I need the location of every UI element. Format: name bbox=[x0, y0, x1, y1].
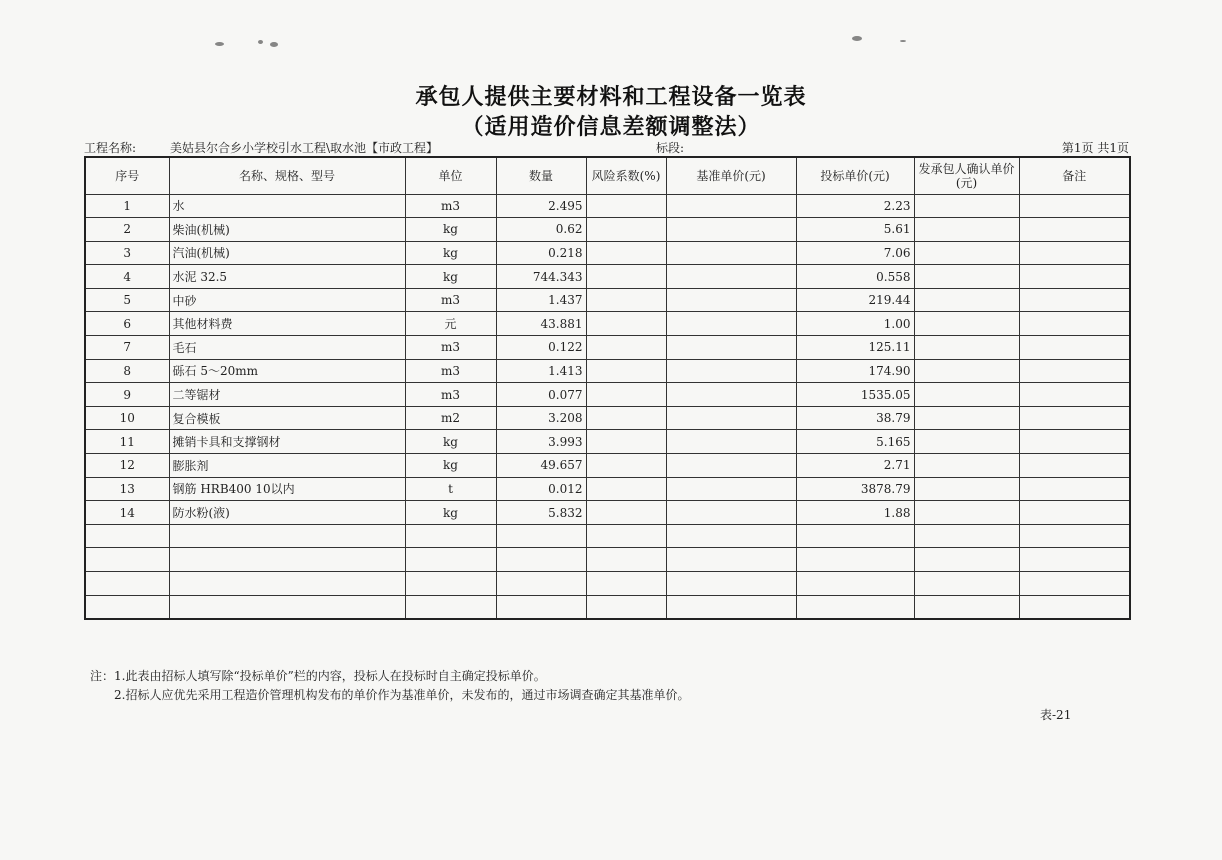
cell-remark bbox=[1019, 477, 1130, 501]
cell-base-price bbox=[666, 430, 796, 454]
cell-unit: 元 bbox=[405, 312, 496, 336]
cell-bid-price bbox=[796, 524, 914, 548]
cell-unit: m3 bbox=[405, 288, 496, 312]
cell-qty: 1.437 bbox=[496, 288, 586, 312]
cell-risk bbox=[586, 265, 666, 289]
cell-seq: 7 bbox=[85, 336, 169, 360]
header-seq: 序号 bbox=[85, 157, 169, 194]
cell-bid-price: 2.71 bbox=[796, 454, 914, 478]
cell-name: 膨胀剂 bbox=[169, 454, 405, 478]
cell-unit bbox=[405, 524, 496, 548]
cell-bid-price: 7.06 bbox=[796, 241, 914, 265]
cell-employer-price bbox=[914, 265, 1019, 289]
notes bbox=[90, 667, 689, 705]
project-name: 美姑县尔合乡小学校引水工程\取水池【市政工程】 bbox=[170, 141, 439, 155]
cell-seq: 9 bbox=[85, 383, 169, 407]
cell-unit: kg bbox=[405, 265, 496, 289]
cell-seq: 1 bbox=[85, 194, 169, 218]
cell-employer-price bbox=[914, 336, 1019, 360]
cell-risk bbox=[586, 501, 666, 525]
cell-remark bbox=[1019, 194, 1130, 218]
cell-bid-price: 1.00 bbox=[796, 312, 914, 336]
cell-remark bbox=[1019, 312, 1130, 336]
cell-bid-price: 2.23 bbox=[796, 194, 914, 218]
cell-employer-price bbox=[914, 218, 1019, 242]
scan-speck bbox=[900, 40, 906, 42]
cell-qty: 0.62 bbox=[496, 218, 586, 242]
cell-remark bbox=[1019, 265, 1130, 289]
cell-employer-price bbox=[914, 194, 1019, 218]
form-number: 表-21 bbox=[1040, 708, 1072, 722]
table-row bbox=[85, 241, 1130, 265]
cell-qty: 5.832 bbox=[496, 501, 586, 525]
cell-name: 摊销卡具和支撑钢材 bbox=[169, 430, 405, 454]
table-row bbox=[85, 336, 1130, 360]
cell-base-price bbox=[666, 406, 796, 430]
cell-unit: kg bbox=[405, 501, 496, 525]
cell-seq: 3 bbox=[85, 241, 169, 265]
cell-qty: 1.413 bbox=[496, 359, 586, 383]
cell-base-price bbox=[666, 501, 796, 525]
cell-employer-price bbox=[914, 359, 1019, 383]
table-row bbox=[85, 312, 1130, 336]
cell-unit: m2 bbox=[405, 406, 496, 430]
cell-name: 砾石 5～20mm bbox=[169, 359, 405, 383]
cell-qty bbox=[496, 572, 586, 596]
cell-seq: 5 bbox=[85, 288, 169, 312]
cell-unit: t bbox=[405, 477, 496, 501]
cell-remark bbox=[1019, 501, 1130, 525]
cell-employer-price bbox=[914, 595, 1019, 619]
cell-seq: 8 bbox=[85, 359, 169, 383]
cell-risk bbox=[586, 572, 666, 596]
cell-unit bbox=[405, 572, 496, 596]
cell-name: 汽油(机械) bbox=[169, 241, 405, 265]
cell-unit: m3 bbox=[405, 194, 496, 218]
header-name: 名称、规格、型号 bbox=[169, 157, 405, 194]
cell-employer-price bbox=[914, 477, 1019, 501]
cell-name: 复合模板 bbox=[169, 406, 405, 430]
cell-risk bbox=[586, 477, 666, 501]
cell-base-price bbox=[666, 312, 796, 336]
cell-unit: kg bbox=[405, 430, 496, 454]
cell-remark bbox=[1019, 241, 1130, 265]
cell-seq bbox=[85, 524, 169, 548]
scan-speck bbox=[258, 40, 263, 44]
cell-employer-price bbox=[914, 288, 1019, 312]
cell-employer-price bbox=[914, 572, 1019, 596]
cell-unit bbox=[405, 595, 496, 619]
cell-qty: 43.881 bbox=[496, 312, 586, 336]
cell-employer-price bbox=[914, 524, 1019, 548]
cell-remark bbox=[1019, 218, 1130, 242]
table-row bbox=[85, 501, 1130, 525]
cell-qty bbox=[496, 548, 586, 572]
cell-name: 水 bbox=[169, 194, 405, 218]
cell-employer-price bbox=[914, 454, 1019, 478]
table-body bbox=[85, 194, 1130, 619]
cell-bid-price: 0.558 bbox=[796, 265, 914, 289]
cell-qty: 744.343 bbox=[496, 265, 586, 289]
table-row bbox=[85, 288, 1130, 312]
cell-qty: 3.208 bbox=[496, 406, 586, 430]
cell-risk bbox=[586, 218, 666, 242]
cell-base-price bbox=[666, 477, 796, 501]
header-employer-price: 发承包人确认单价(元) bbox=[914, 157, 1019, 194]
cell-base-price bbox=[666, 548, 796, 572]
cell-employer-price bbox=[914, 501, 1019, 525]
note-1: 注：1.此表由招标人填写除“投标单价”栏的内容，投标人在投标时自主确定投标单价。 bbox=[90, 669, 546, 683]
document-title: 承包人提供主要材料和工程设备一览表 bbox=[415, 84, 807, 110]
cell-base-price bbox=[666, 454, 796, 478]
cell-qty: 0.218 bbox=[496, 241, 586, 265]
cell-unit: m3 bbox=[405, 383, 496, 407]
cell-seq bbox=[85, 572, 169, 596]
scan-speck bbox=[215, 42, 224, 46]
table-row bbox=[85, 595, 1130, 619]
cell-seq: 6 bbox=[85, 312, 169, 336]
cell-remark bbox=[1019, 572, 1130, 596]
cell-bid-price bbox=[796, 572, 914, 596]
materials-table bbox=[84, 156, 1131, 620]
cell-bid-price: 1.88 bbox=[796, 501, 914, 525]
table-row bbox=[85, 218, 1130, 242]
table-row bbox=[85, 194, 1130, 218]
table-row bbox=[85, 548, 1130, 572]
cell-risk bbox=[586, 454, 666, 478]
cell-bid-price: 1535.05 bbox=[796, 383, 914, 407]
cell-seq: 10 bbox=[85, 406, 169, 430]
cell-qty: 0.012 bbox=[496, 477, 586, 501]
cell-qty: 2.495 bbox=[496, 194, 586, 218]
cell-base-price bbox=[666, 572, 796, 596]
cell-name: 防水粉(液) bbox=[169, 501, 405, 525]
cell-name: 水泥 32.5 bbox=[169, 265, 405, 289]
cell-risk bbox=[586, 548, 666, 572]
table-row bbox=[85, 454, 1130, 478]
cell-base-price bbox=[666, 383, 796, 407]
header-remark: 备注 bbox=[1019, 157, 1130, 194]
cell-risk bbox=[586, 194, 666, 218]
note-2: 2.招标人应优先采用工程造价管理机构发布的单价作为基准单价，未发布的，通过市场调查确定其基准单价。 bbox=[114, 688, 690, 702]
scan-speck bbox=[852, 36, 862, 41]
cell-risk bbox=[586, 524, 666, 548]
cell-unit: m3 bbox=[405, 336, 496, 360]
cell-employer-price bbox=[914, 312, 1019, 336]
cell-unit: kg bbox=[405, 454, 496, 478]
section-label: 标段: bbox=[656, 141, 685, 155]
cell-employer-price bbox=[914, 406, 1019, 430]
cell-seq: 2 bbox=[85, 218, 169, 242]
cell-name: 柴油(机械) bbox=[169, 218, 405, 242]
header-bid-price: 投标单价(元) bbox=[796, 157, 914, 194]
page-info: 第1页 共1页 bbox=[1061, 141, 1129, 155]
table-row bbox=[85, 359, 1130, 383]
cell-risk bbox=[586, 383, 666, 407]
cell-unit: m3 bbox=[405, 359, 496, 383]
cell-name: 钢筋 HRB400 10以内 bbox=[169, 477, 405, 501]
cell-unit bbox=[405, 548, 496, 572]
header-base-price: 基准单价(元) bbox=[666, 157, 796, 194]
cell-name bbox=[169, 548, 405, 572]
cell-remark bbox=[1019, 524, 1130, 548]
cell-seq bbox=[85, 548, 169, 572]
table-row bbox=[85, 265, 1130, 289]
header-qty: 数量 bbox=[496, 157, 586, 194]
cell-bid-price: 5.61 bbox=[796, 218, 914, 242]
cell-qty bbox=[496, 524, 586, 548]
document-subtitle: （适用造价信息差额调整法） bbox=[461, 114, 761, 140]
cell-base-price bbox=[666, 194, 796, 218]
cell-base-price bbox=[666, 241, 796, 265]
cell-risk bbox=[586, 336, 666, 360]
cell-base-price bbox=[666, 288, 796, 312]
cell-base-price bbox=[666, 336, 796, 360]
cell-name: 毛石 bbox=[169, 336, 405, 360]
cell-remark bbox=[1019, 430, 1130, 454]
cell-base-price bbox=[666, 265, 796, 289]
table-header-row bbox=[85, 157, 1130, 194]
cell-qty: 0.077 bbox=[496, 383, 586, 407]
cell-base-price bbox=[666, 524, 796, 548]
header-risk: 风险系数(%) bbox=[586, 157, 666, 194]
table-row bbox=[85, 406, 1130, 430]
cell-bid-price bbox=[796, 595, 914, 619]
cell-risk bbox=[586, 241, 666, 265]
cell-seq bbox=[85, 595, 169, 619]
cell-unit: kg bbox=[405, 241, 496, 265]
cell-risk bbox=[586, 288, 666, 312]
cell-name bbox=[169, 572, 405, 596]
cell-risk bbox=[586, 406, 666, 430]
cell-remark bbox=[1019, 383, 1130, 407]
cell-seq: 13 bbox=[85, 477, 169, 501]
cell-remark bbox=[1019, 359, 1130, 383]
cell-name: 中砂 bbox=[169, 288, 405, 312]
cell-remark bbox=[1019, 595, 1130, 619]
cell-bid-price: 38.79 bbox=[796, 406, 914, 430]
cell-bid-price bbox=[796, 548, 914, 572]
cell-remark bbox=[1019, 336, 1130, 360]
cell-remark bbox=[1019, 454, 1130, 478]
cell-bid-price: 5.165 bbox=[796, 430, 914, 454]
cell-qty: 0.122 bbox=[496, 336, 586, 360]
cell-remark bbox=[1019, 548, 1130, 572]
cell-employer-price bbox=[914, 430, 1019, 454]
cell-base-price bbox=[666, 218, 796, 242]
table-row bbox=[85, 383, 1130, 407]
cell-remark bbox=[1019, 288, 1130, 312]
cell-seq: 11 bbox=[85, 430, 169, 454]
table-row bbox=[85, 524, 1130, 548]
table-row bbox=[85, 477, 1130, 501]
cell-name bbox=[169, 595, 405, 619]
cell-name: 其他材料费 bbox=[169, 312, 405, 336]
cell-risk bbox=[586, 312, 666, 336]
cell-name: 二等锯材 bbox=[169, 383, 405, 407]
cell-name bbox=[169, 524, 405, 548]
cell-bid-price: 125.11 bbox=[796, 336, 914, 360]
cell-risk bbox=[586, 595, 666, 619]
cell-qty: 49.657 bbox=[496, 454, 586, 478]
document-meta bbox=[84, 139, 1129, 157]
cell-qty: 3.993 bbox=[496, 430, 586, 454]
cell-bid-price: 174.90 bbox=[796, 359, 914, 383]
cell-employer-price bbox=[914, 383, 1019, 407]
cell-risk bbox=[586, 359, 666, 383]
cell-seq: 14 bbox=[85, 501, 169, 525]
cell-employer-price bbox=[914, 241, 1019, 265]
table-row bbox=[85, 430, 1130, 454]
cell-seq: 12 bbox=[85, 454, 169, 478]
table-row bbox=[85, 572, 1130, 596]
scan-speck bbox=[270, 42, 278, 47]
cell-employer-price bbox=[914, 548, 1019, 572]
cell-base-price bbox=[666, 359, 796, 383]
cell-risk bbox=[586, 430, 666, 454]
project-label: 工程名称: bbox=[84, 141, 137, 155]
cell-base-price bbox=[666, 595, 796, 619]
cell-unit: kg bbox=[405, 218, 496, 242]
cell-bid-price: 3878.79 bbox=[796, 477, 914, 501]
header-unit: 单位 bbox=[405, 157, 496, 194]
cell-qty bbox=[496, 595, 586, 619]
cell-seq: 4 bbox=[85, 265, 169, 289]
cell-remark bbox=[1019, 406, 1130, 430]
cell-bid-price: 219.44 bbox=[796, 288, 914, 312]
